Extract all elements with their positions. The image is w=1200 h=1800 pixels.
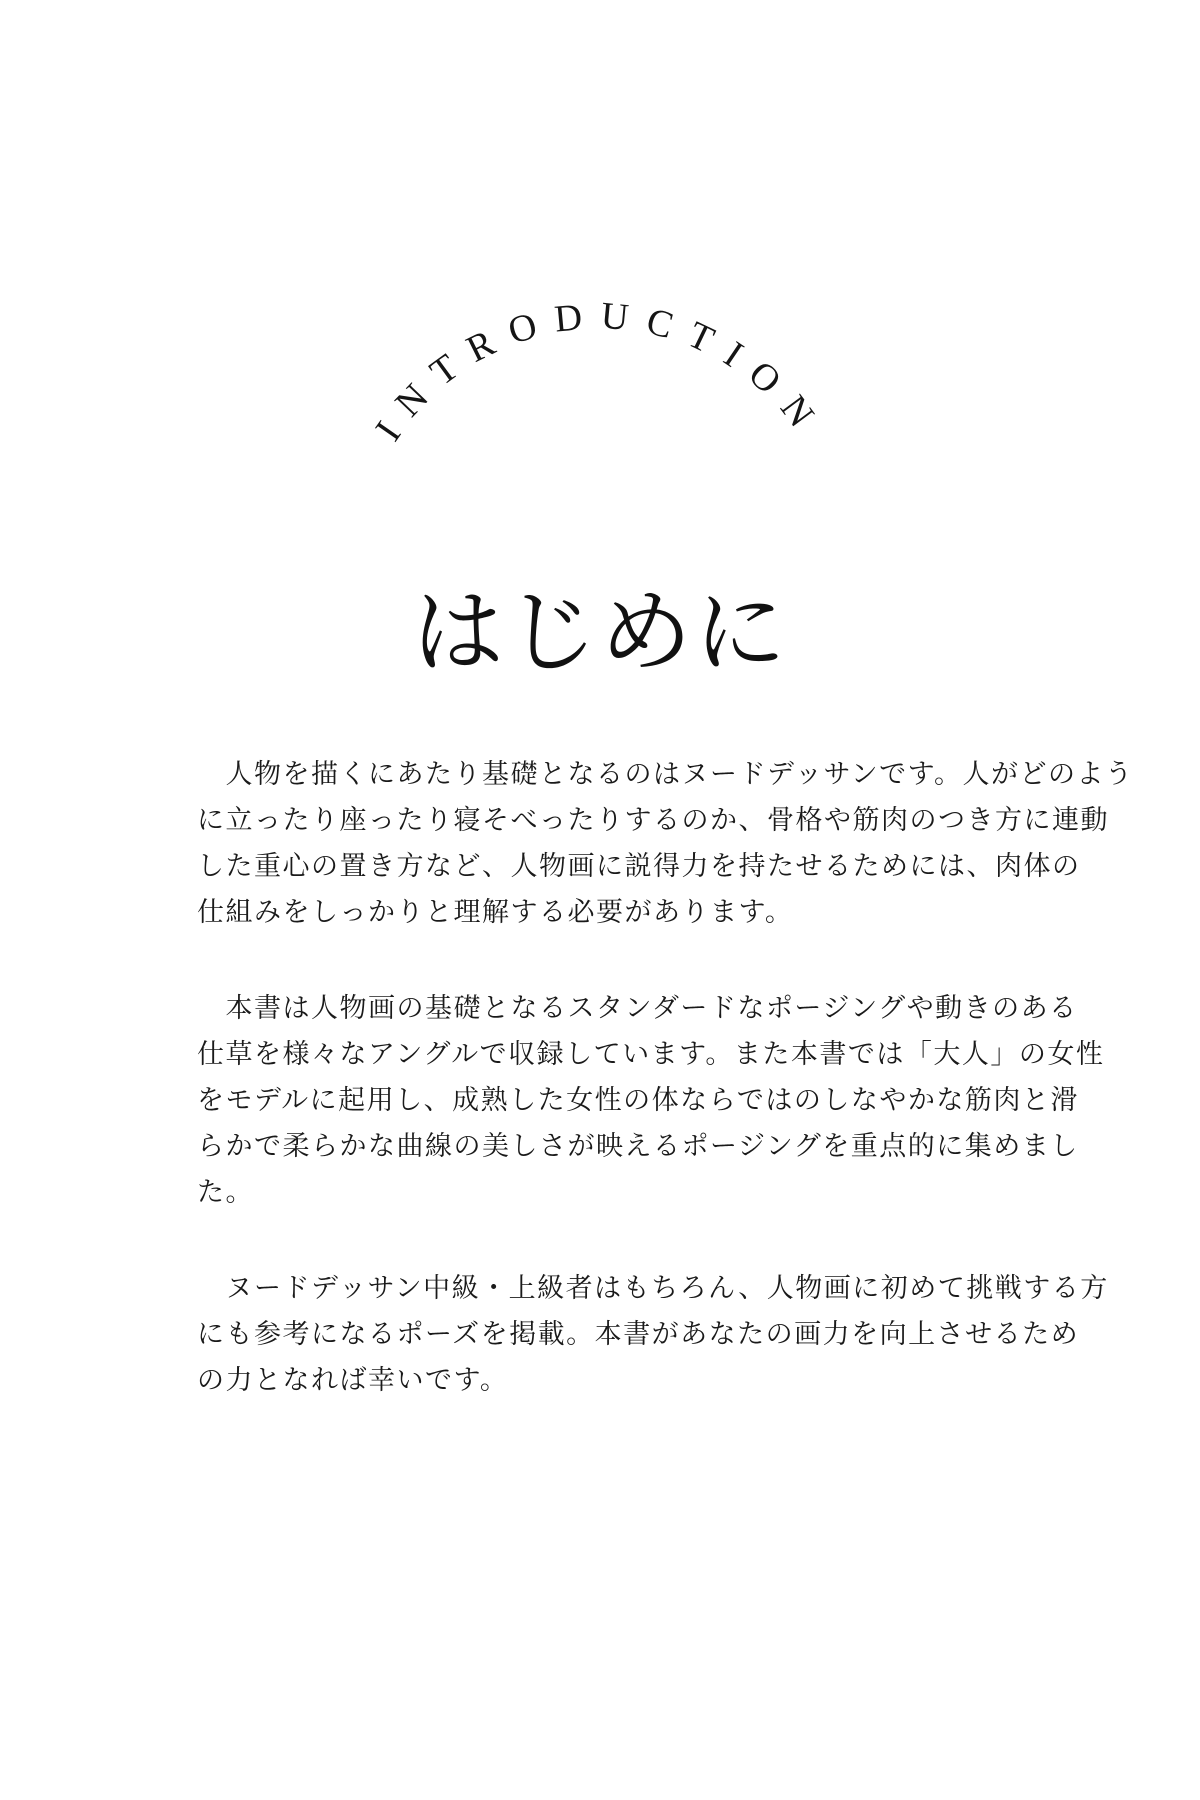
paragraph-line: した重心の置き方など、人物画に説得力を持たせるためには、肉体の: [197, 851, 1081, 882]
paragraph-3: [197, 1266, 1109, 1404]
paragraph-line: にも参考になるポーズを掲載。本書があなたの画力を向上させるため: [197, 1319, 1080, 1350]
paragraph-line: に立ったり座ったり寝そべったりするのか、骨格や筋肉のつき方に連動: [197, 805, 1109, 836]
paragraph-line: ヌードデッサン中級・上級者はもちろん、人物画に初めて挑戦する方: [197, 1273, 1109, 1304]
paragraph-line: 仕組みをしっかりと理解する必要があります。: [197, 897, 794, 928]
paragraph-line: 本書は人物画の基礎となるスタンダードなポージングや動きのある: [197, 993, 1078, 1024]
paragraph-2: [197, 986, 1105, 1216]
paragraph-line: らかで柔らかな曲線の美しさが映えるポージングを重点的に集めまし: [197, 1131, 1079, 1162]
paragraph-line: をモデルに起用し、成熟した女性の体ならではのしなやかな筋肉と滑: [197, 1085, 1079, 1116]
page-title: はじめに: [411, 579, 788, 686]
paragraph-1: [197, 752, 1134, 936]
introduction-arc-heading: [330, 300, 870, 520]
paragraph-line: 仕草を様々なアングルで収録しています。また本書では「大人」の女性: [197, 1039, 1105, 1070]
paragraph-line: の力となれば幸いです。: [197, 1365, 509, 1396]
paragraph-line: 人物を描くにあたり基礎となるのはヌードデッサンです。人がどのよう: [197, 759, 1134, 790]
paragraph-line: た。: [197, 1177, 254, 1208]
arc-heading-text: INTRODUCTION: [367, 300, 833, 449]
body-text: [197, 752, 1134, 1404]
